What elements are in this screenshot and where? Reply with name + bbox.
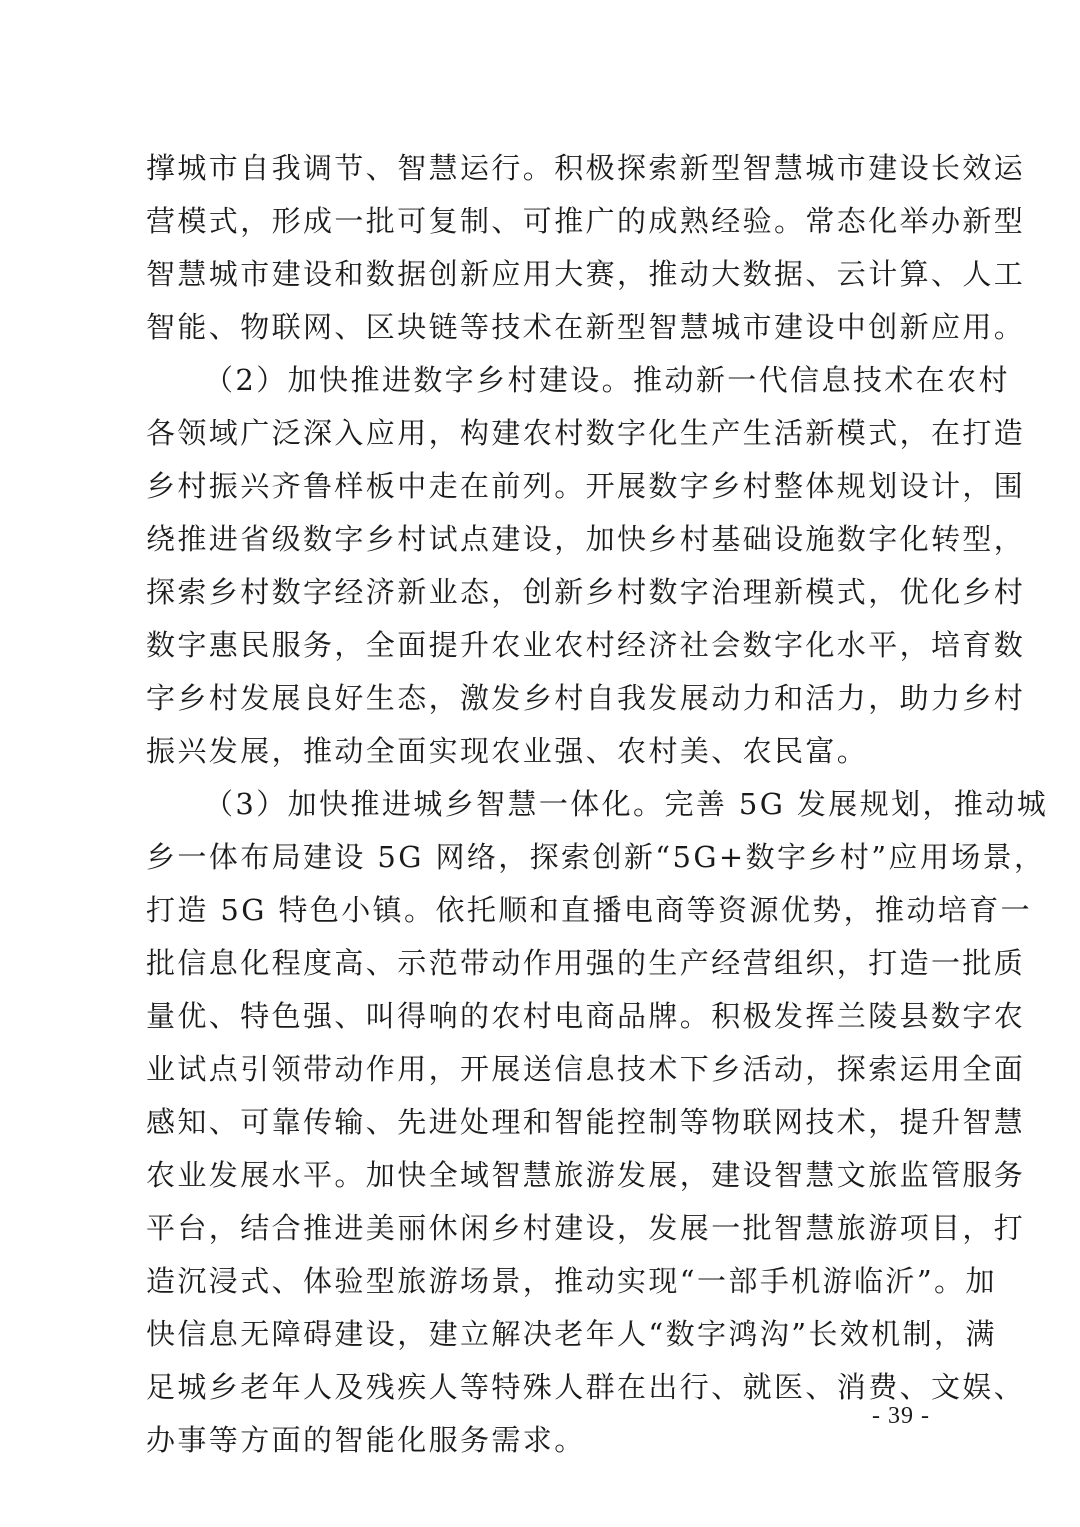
- text-line: 办事等方面的智能化服务需求。: [146, 1423, 586, 1457]
- text-line: 探索乡村数字经济新业态，创新乡村数字治理新模式，优化乡村: [146, 575, 1026, 609]
- text-line: 平台，结合推进美丽休闲乡村建设，发展一批智慧旅游项目，打: [146, 1211, 1026, 1245]
- text-line: 快信息无障碍建设，建立解决老年人“数字鸿沟”长效机制，满: [146, 1317, 997, 1351]
- section-heading-line: （2）加快推进数字乡村建设。推动新一代信息技术在农村: [204, 363, 1010, 397]
- text-line: 感知、可靠传输、先进处理和智能控制等物联网技术，提升智慧: [146, 1105, 1026, 1139]
- text-line: 足城乡老年人及残疾人等特殊人群在出行、就医、消费、文娱、: [146, 1370, 1026, 1404]
- text-line: 各领域广泛深入应用，构建农村数字化生产生活新模式，在打造: [146, 416, 1026, 450]
- text-line: 振兴发展，推动全面实现农业强、农村美、农民富。: [146, 734, 869, 768]
- text-line: 批信息化程度高、示范带动作用强的生产经营组织，打造一批质: [146, 946, 1026, 980]
- text-line: 数字惠民服务，全面提升农业农村经济社会数字化水平，培育数: [146, 628, 1026, 662]
- text-line: 智能、物联网、区块链等技术在新型智慧城市建设中创新应用。: [146, 310, 1026, 344]
- text-line: 智慧城市建设和数据创新应用大赛，推动大数据、云计算、人工: [146, 257, 1026, 291]
- text-line: 业试点引领带动作用，开展送信息技术下乡活动，探索运用全面: [146, 1052, 1026, 1086]
- text-line: 乡村振兴齐鲁样板中走在前列。开展数字乡村整体规划设计，围: [146, 469, 1026, 503]
- text-line: 乡一体布局建设 5G 网络，探索创新“5G+数字乡村”应用场景，: [146, 840, 1046, 874]
- text-line: 营模式，形成一批可复制、可推广的成熟经验。常态化举办新型: [146, 204, 1026, 238]
- text-line: 农业发展水平。加快全域智慧旅游发展，建设智慧文旅监管服务: [146, 1158, 1026, 1192]
- section-heading-line: （3）加快推进城乡智慧一体化。完善 5G 发展规划，推动城: [204, 787, 1049, 821]
- text-line: 打造 5G 特色小镇。依托顺和直播电商等资源优势，推动培育一: [146, 893, 1033, 927]
- body-text: [146, 142, 1049, 1467]
- text-line: 量优、特色强、叫得响的农村电商品牌。积极发挥兰陵县数字农: [146, 999, 1026, 1033]
- page-number: - 39 -: [872, 1403, 930, 1429]
- text-line: 撑城市自我调节、智慧运行。积极探索新型智慧城市建设长效运: [146, 151, 1026, 185]
- text-line: 造沉浸式、体验型旅游场景，推动实现“一部手机游临沂”。加: [146, 1264, 997, 1298]
- text-line: 字乡村发展良好生态，激发乡村自我发展动力和活力，助力乡村: [146, 681, 1026, 715]
- text-line: 绕推进省级数字乡村试点建设，加快乡村基础设施数字化转型，: [146, 522, 1026, 556]
